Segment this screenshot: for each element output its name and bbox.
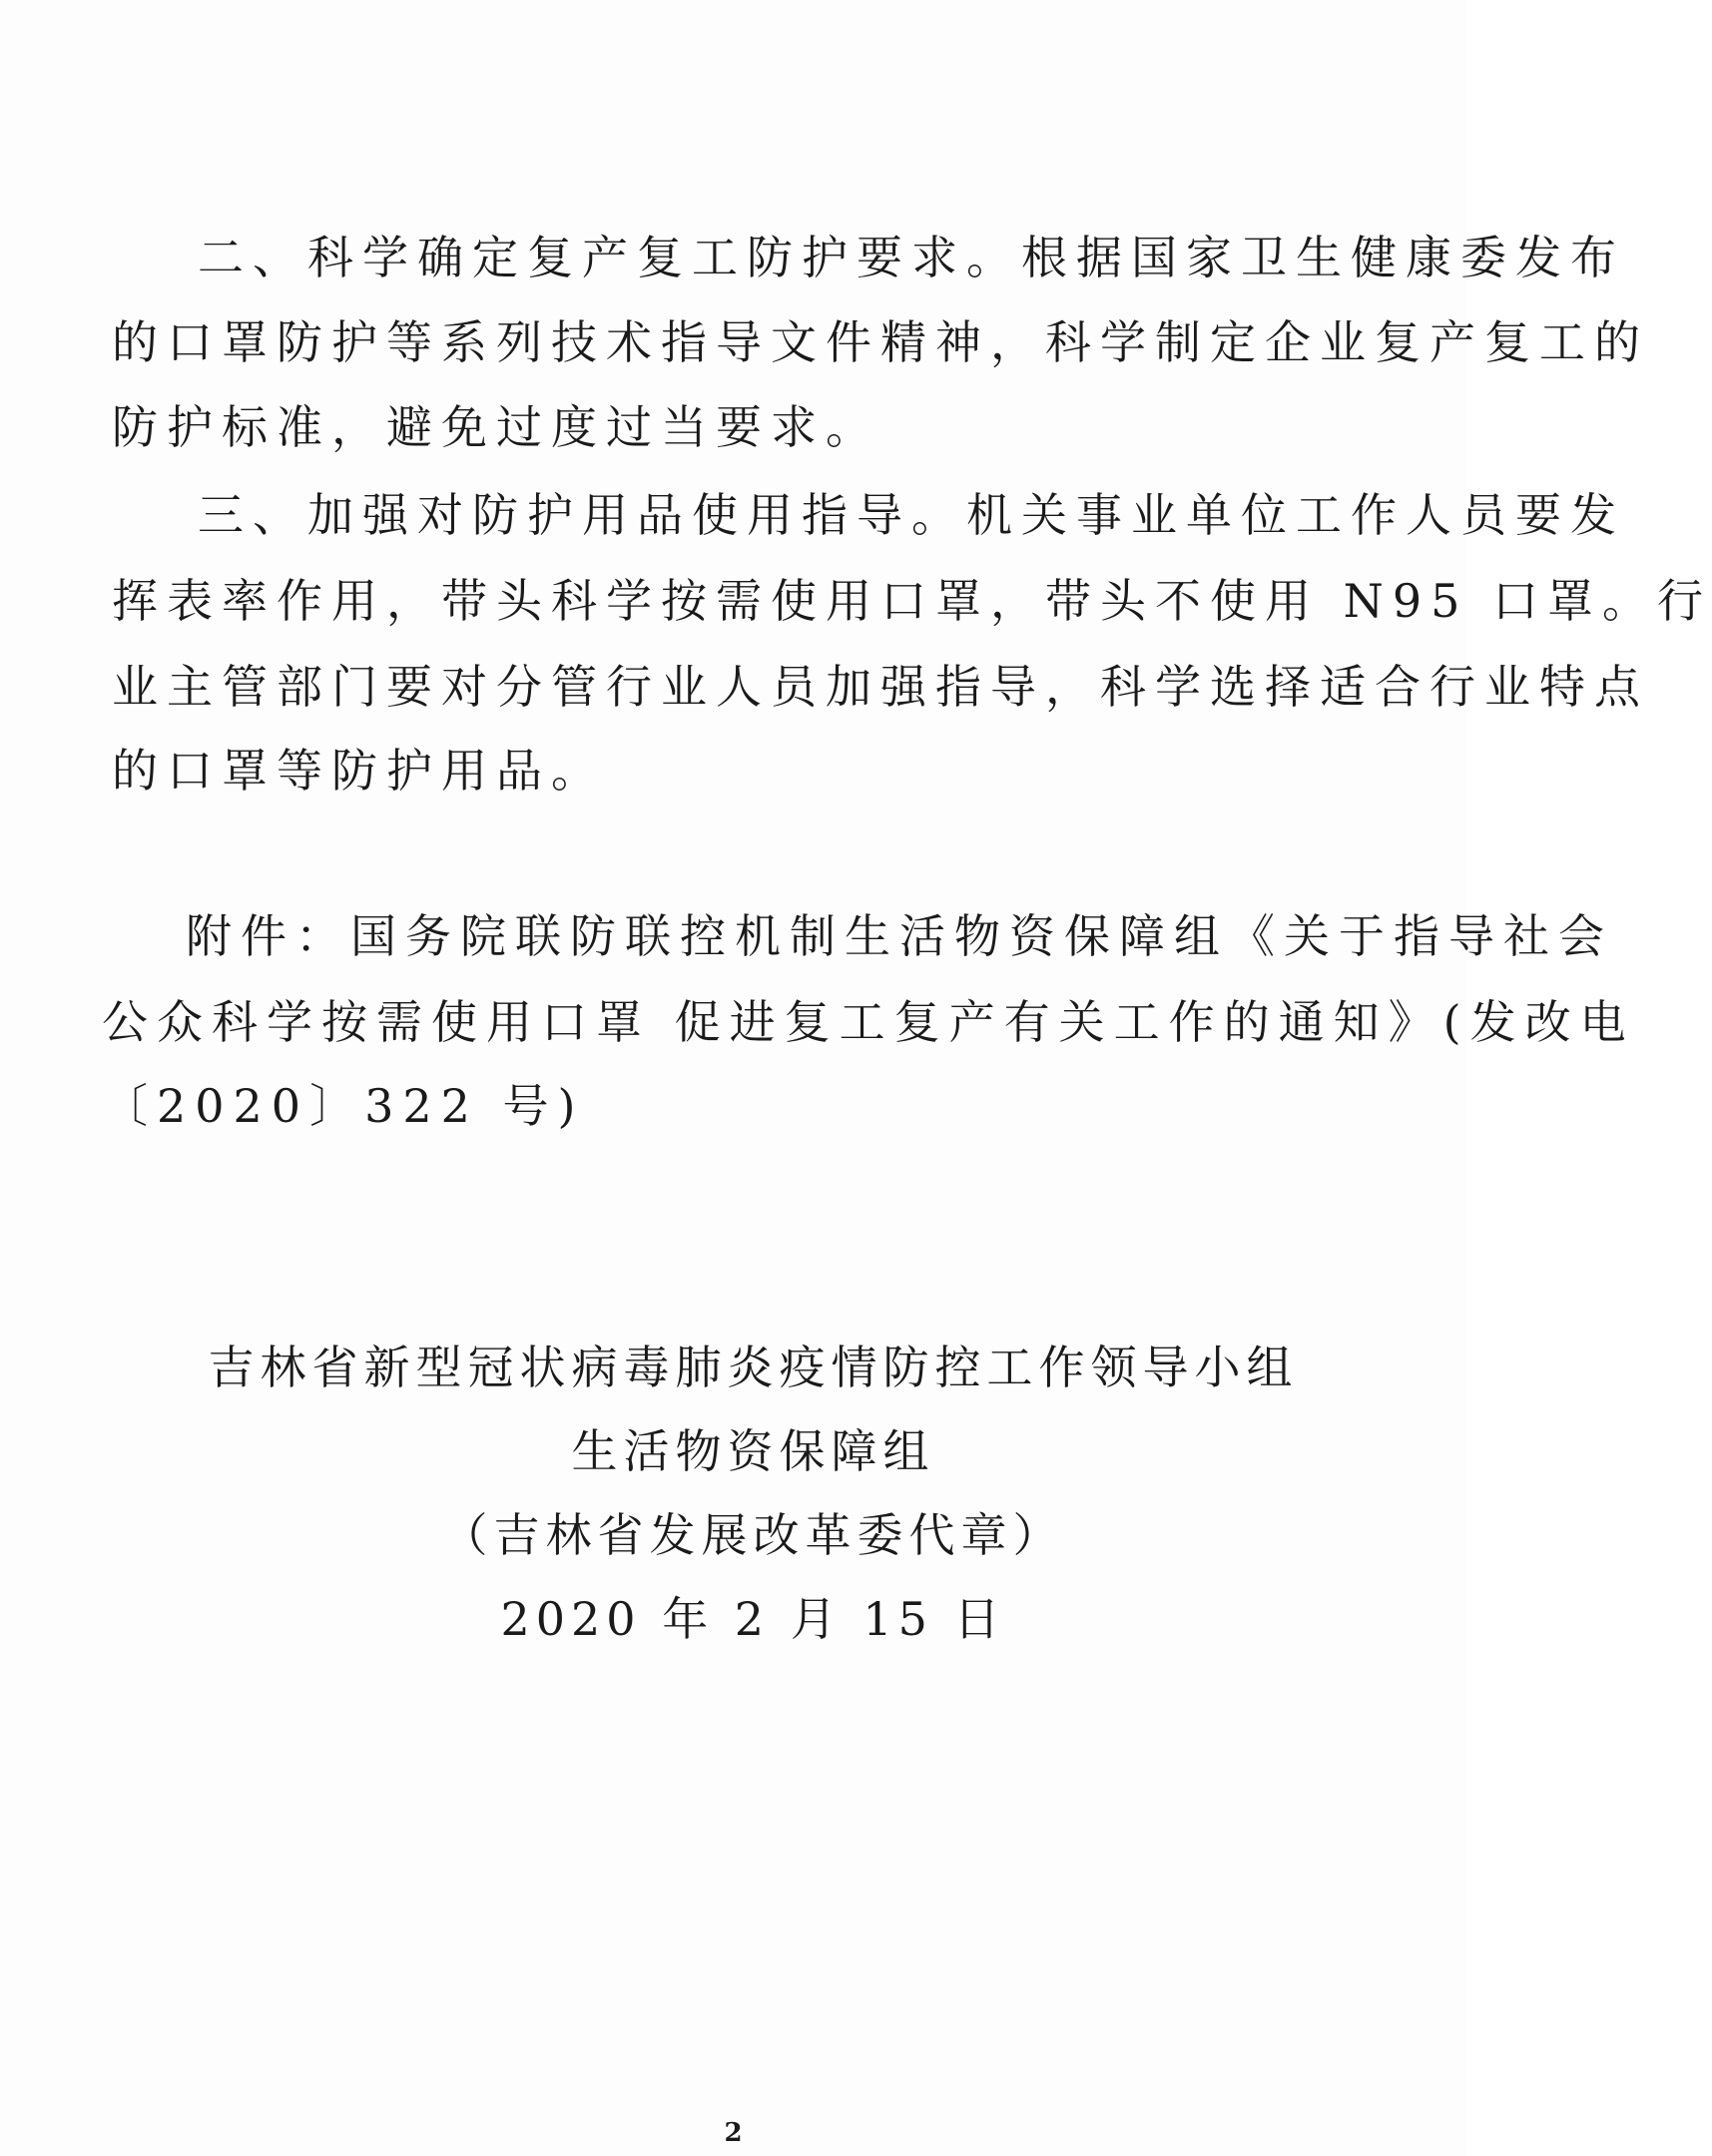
section-three-line-1: 三、加强对防护用品使用指导。机关事业单位工作人员要发: [198, 488, 1625, 542]
section-three-line-4: 的口罩等防护用品。: [112, 744, 606, 798]
signature-date: 2020 年 2 月 15 日: [500, 1592, 1006, 1646]
section-two-line-1: 二、科学确定复产复工防护要求。根据国家卫生健康委发布: [198, 231, 1625, 284]
attachment-line-3: 〔2020〕322 号): [102, 1079, 585, 1133]
attachment-line-1: 附件：国务院联防联控机制生活物资保障组《关于指导社会: [186, 909, 1613, 963]
signature-seal-note: （吉林省发展改革委代章）: [441, 1508, 1065, 1562]
section-two-line-2: 的口罩防护等系列技术指导文件精神，科学制定企业复产复工的: [112, 315, 1649, 369]
page-number: 2: [724, 2118, 743, 2148]
section-two-line-3: 防护标准，避免过度过当要求。: [112, 400, 880, 454]
section-three-line-3: 业主管部门要对分管行业人员加强指导，科学选择适合行业特点: [112, 660, 1649, 714]
signature-org-line-1: 吉林省新型冠状病毒肺炎疫情防控工作领导小组: [208, 1341, 1299, 1394]
signature-org-line-2: 生活物资保障组: [571, 1424, 935, 1478]
section-three-line-2: 挥表率作用，带头科学按需使用口罩，带头不使用 N95 口罩。行: [112, 574, 1712, 628]
attachment-line-2: 公众科学按需使用口罩 促进复工复产有关工作的通知》(发改电: [102, 995, 1635, 1049]
